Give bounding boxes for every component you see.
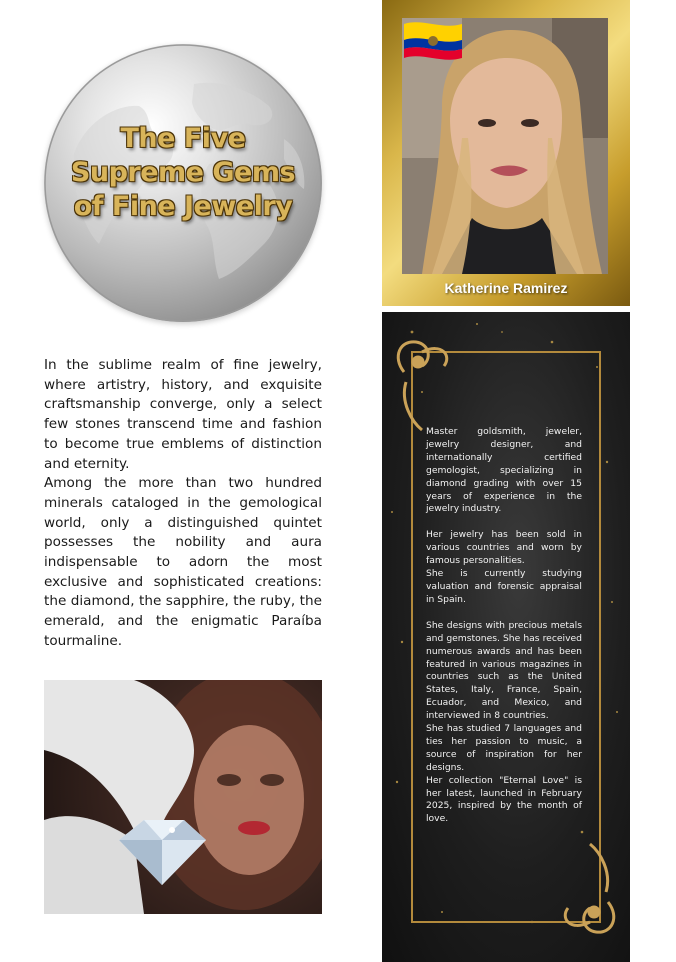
portrait-name: Katherine Ramirez [444,280,568,296]
intro-paragraph: In the sublime realm of fine jewelry, where artistry, history, and exquisite craftsmanship converge, only a select few stones transcend time and fashion to become true emblems of distinction and eternity. [44,357,322,472]
ornament-bottom-right [565,844,614,932]
bio-paragraph: Master goldsmith, jeweler, jewelry designer, and internationally certified gemologist, specializing in diamond grading with over 15 years of experience in the jewelry industry. [426,426,582,515]
bio-paragraph: Her jewelry has been sold in various countries and worn by famous personalities. [426,529,582,567]
bio-paragraph: She has studied 7 languages and ties her passion to music, a source of inspiration for her designs. [426,723,582,773]
intro-paragraph: Among the more than two hundred minerals cataloged in the gemological world, only a distinguished quintet possesses the nobility and aura indispensable to adorn the most exclusive and sophisticated creations: the diamond, the sapphire, the ruby, the emerald, and the enigmatic Paraíba tourmaline. [44,475,322,649]
page-title [44,122,322,224]
ornament-top-left [398,342,447,430]
globe-title-graphic [44,44,322,322]
bio-paragraph: She designs with precious metals and gemstones. She has received numerous awards and has been featured in various magazines in countries such as the United States, Italy, France, Spain, Ecuador, and Mexico, and interviewed in 8 countries. [426,619,582,722]
title-line: The Five [120,123,246,154]
ecuador-flag-icon [402,18,464,62]
portrait-photo [402,18,608,274]
bio-panel [382,312,630,962]
bio-paragraph: Her collection "Eternal Love" is her latest, launched in February 2025, inspired by the month of love. [426,774,582,825]
intro-text [44,356,322,652]
title-line: of Fine Jewelry [73,191,293,222]
diamond-photo [44,680,322,914]
bio-text [426,426,582,826]
title-line: Supreme Gems [70,157,296,188]
bio-paragraph: She is currently studying valuation and forensic appraisal in Spain. [426,568,582,605]
portrait-card [382,0,630,306]
